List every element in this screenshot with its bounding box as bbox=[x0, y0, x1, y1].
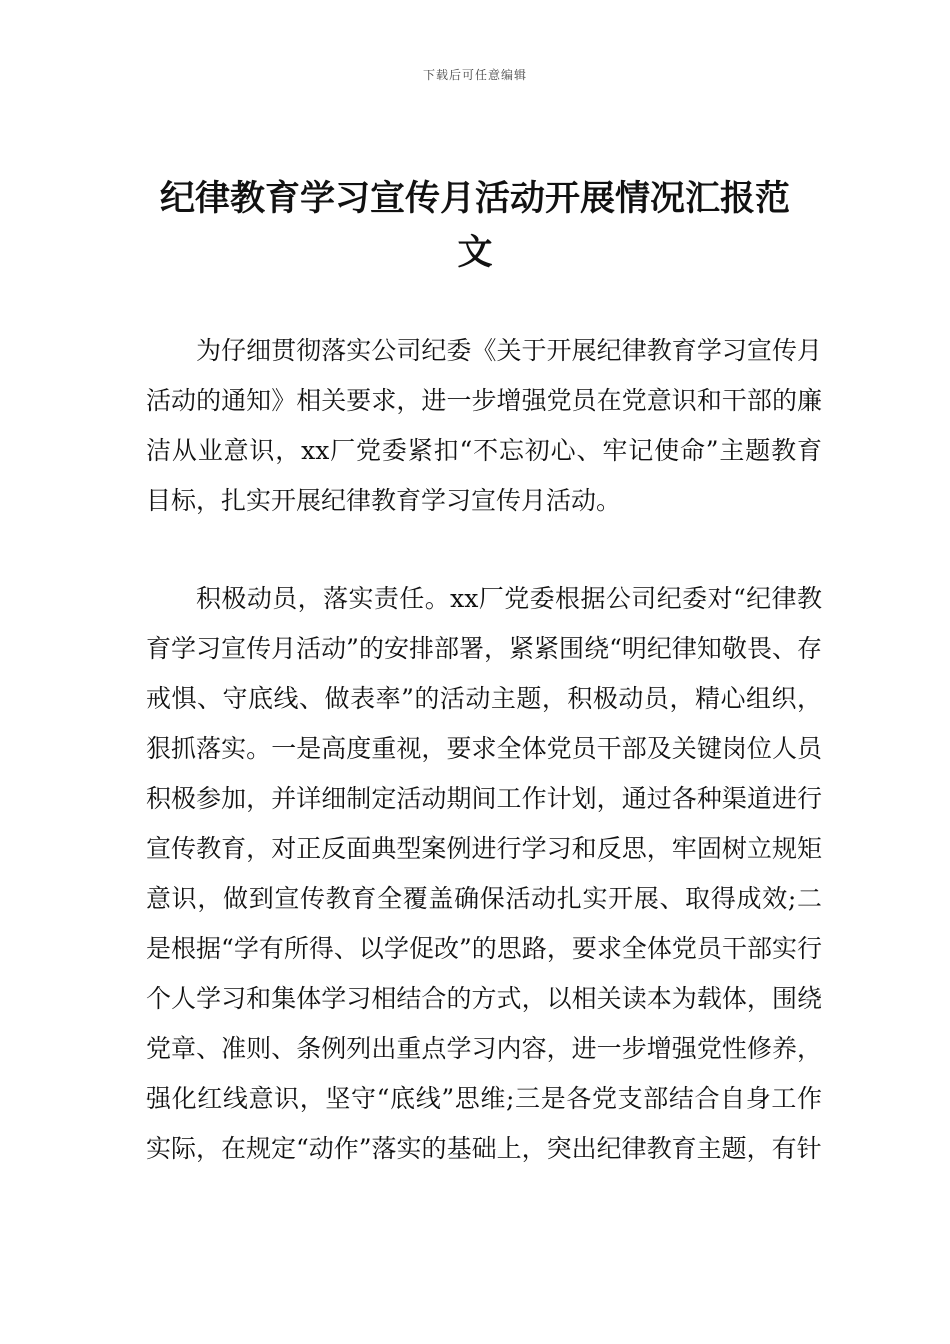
document-title-line-1: 纪律教育学习宣传月活动开展情况汇报范 bbox=[159, 179, 790, 219]
body-paragraph-2: 积极动员，落实责任。xx厂党委根据公司纪委对“纪律教育学习宣传月活动”的安排部署，紧紧围绕“明纪律知敬畏、存戒惧、守底线、做表率”的活动主题，积极动员，精心组织，狠抓落实。一是高度重视，要求全体党员干部及关键岗位人员积极参加，并详细制定活动期间工作计划，通过各种渠道进行宣传教育，对正反面典型案例进行学习和反思，牢固树立规矩意识，做到宣传教育全覆盖确保活动扎实开展、取得成效;二是根据“学有所得、以学促改”的思路，要求全体党员干部实行个人学习和集体学习相结合的方式，以相关读本为载体，围绕党章、准则、条例列出重点学习内容，进一步增强党性修养，强化红线意识，坚守“底线”思维;三是各党支部结合自身工作实际，在规定“动作”落实的基础上，突出纪律教育主题，有针 bbox=[146, 584, 822, 1163]
body-paragraph-1: 为仔细贯彻落实公司纪委《关于开展纪律教育学习宣传月活动的通知》相关要求，进一步增强党员在党意识和干部的廉洁从业意识，xx厂党委紧扣“不忘初心、牢记使命”主题教育目标，扎实开展纪律教育学习宣传月活动。 bbox=[146, 336, 822, 515]
page-header-note: 下载后可任意编辑 bbox=[422, 68, 527, 82]
document-title bbox=[130, 172, 820, 280]
document-title-line-2: 文 bbox=[457, 233, 493, 273]
